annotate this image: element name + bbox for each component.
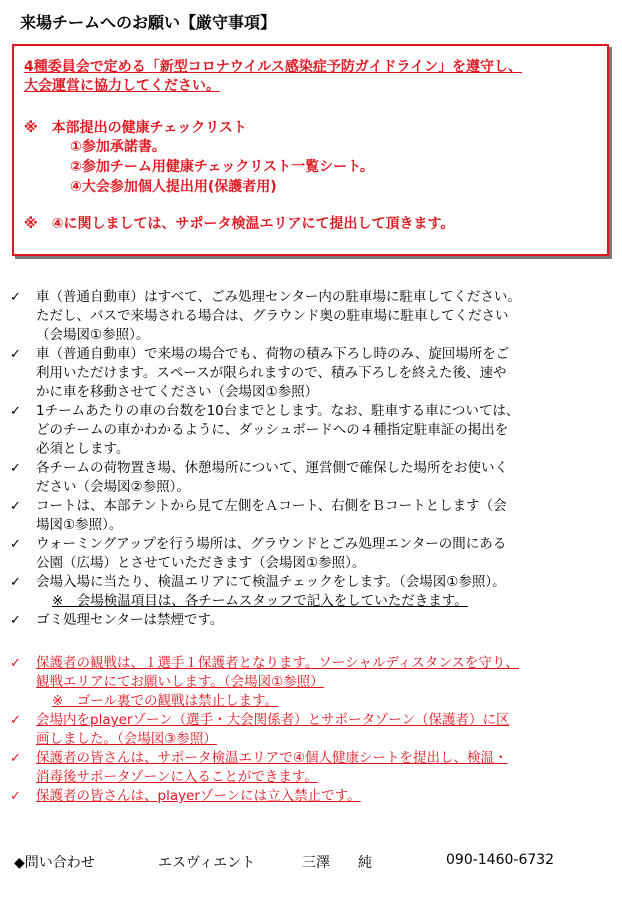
notice-line-submission: ※ ④に関しましては、サポータ検温エリアにて提出して頂きます。 xyxy=(24,216,455,232)
rule-text-line: ゴミ処理センターは禁煙です。 xyxy=(36,612,224,628)
rule-text-line: 画しました。（会場図③参照） xyxy=(36,731,217,747)
rule-text-line: 場図①参照）。 xyxy=(36,517,123,533)
rule-text-line: 必須とします。 xyxy=(36,441,130,457)
rule-text-line: 保護者の皆さんは、playerゾーンには立入禁止です。 xyxy=(36,788,361,804)
rule-text-line: 利用いただけます。スペースが限られますので、積み下ろしを終えた後、速や xyxy=(36,365,507,381)
contact-phone: 090-1460-6732 xyxy=(446,852,555,868)
rule-text-line: 観戦エリアにてお願いします。（会場図①参照） xyxy=(36,674,324,690)
contact-label: ◆問い合わせ xyxy=(14,855,95,871)
rule-text-line: かに車を移動させてください（会場図①参照） xyxy=(36,384,319,400)
notice-line-cooperate: 大会運営に協力してください。 xyxy=(24,78,220,94)
rule-text-line: コートは、本部テントから見て左側をＡコート、右側をＢコートとします（会 xyxy=(36,498,507,514)
rule-text-line: 消毒後サポータゾーンに入ることができます。 xyxy=(36,769,318,785)
notice-box xyxy=(12,44,609,256)
page-title: 来場チームへのお願い【厳守事項】 xyxy=(20,13,277,32)
rule-note: ※ 会場検温項目は、各チームスタッフで記入をしていただきます。 xyxy=(52,593,468,609)
check-icon: ✓ xyxy=(10,656,21,671)
check-icon: ✓ xyxy=(10,789,21,804)
rule-text-line: ウォーミングアップを行う場所は、グラウンドとごみ処理エンターの間にある xyxy=(36,536,507,552)
contact-org: エスヴィエント xyxy=(158,855,256,871)
check-icon: ✓ xyxy=(10,537,21,552)
rule-text-line: 車（普通自動車）で来場の場合でも、荷物の積み下ろし時のみ、旋回場所をご xyxy=(36,346,510,362)
check-icon: ✓ xyxy=(10,461,21,476)
rule-text-line: （会場図①参照）。 xyxy=(36,327,150,343)
check-icon: ✓ xyxy=(10,751,21,766)
rule-text-line: 保護者の観戦は、１選手１保護者となります。ソーシャルディスタンスを守り、 xyxy=(36,655,519,671)
rule-text-line: 車（普通自動車）はすべて、ごみ処理センター内の駐車場に駐車してください。 xyxy=(36,289,521,305)
notice-line-guideline: 4種委員会で定める「新型コロナウイルス感染症予防ガイドライン」を遵守し、 xyxy=(24,59,523,75)
check-icon: ✓ xyxy=(10,347,21,362)
check-icon: ✓ xyxy=(10,713,21,728)
check-icon: ✓ xyxy=(10,290,21,305)
notice-line-item-2: ②参加チーム用健康チェックリスト一覧シート。 xyxy=(70,159,374,175)
notice-line-item-4: ④大会参加個人提出用(保護者用) xyxy=(70,179,277,195)
rule-text-line: ただし、バスで来場される場合は、グラウンド奥の駐車場に駐車してください xyxy=(36,308,509,324)
rule-text-line: ださい（会場図②参照）。 xyxy=(36,479,190,495)
check-icon: ✓ xyxy=(10,499,21,514)
rule-text-line: 1チームあたりの車の台数を10台までとします。なお、駐車する車については、 xyxy=(36,403,520,419)
rule-text-line: 保護者の皆さんは、サポータ検温エリアで④個人健康シートを提出し、検温・ xyxy=(36,750,508,766)
rule-text-line: 各チームの荷物置き場、休憩場所について、運営側で確保した場所をお使いく xyxy=(36,460,508,476)
check-icon: ✓ xyxy=(10,613,21,628)
notice-line-checklist-header: ※ 本部提出の健康チェックリスト xyxy=(24,120,247,136)
check-icon: ✓ xyxy=(10,575,21,590)
rule-text-line: 会場内をplayerゾーン（選手・大会関係者）とサポータゾーン（保護者）に区 xyxy=(36,712,510,728)
rule-text-line: どのチームの車かわかるように、ダッシュボードへの４種指定駐車証の掲出を xyxy=(36,422,509,438)
notice-line-item-1: ①参加承諾書。 xyxy=(70,139,166,155)
rule-text-line: 公園（広場）とさせていただきます（会場図①参照）。 xyxy=(36,555,366,571)
check-icon: ✓ xyxy=(10,404,21,419)
rule-text-line: 会場入場に当たり、検温エリアにて検温チェックをします。（会場図①参照）。 xyxy=(36,574,506,590)
rule-note: ※ ゴール裏での観戦は禁止します。 xyxy=(52,693,278,709)
contact-name: 三澤 純 xyxy=(302,855,372,871)
